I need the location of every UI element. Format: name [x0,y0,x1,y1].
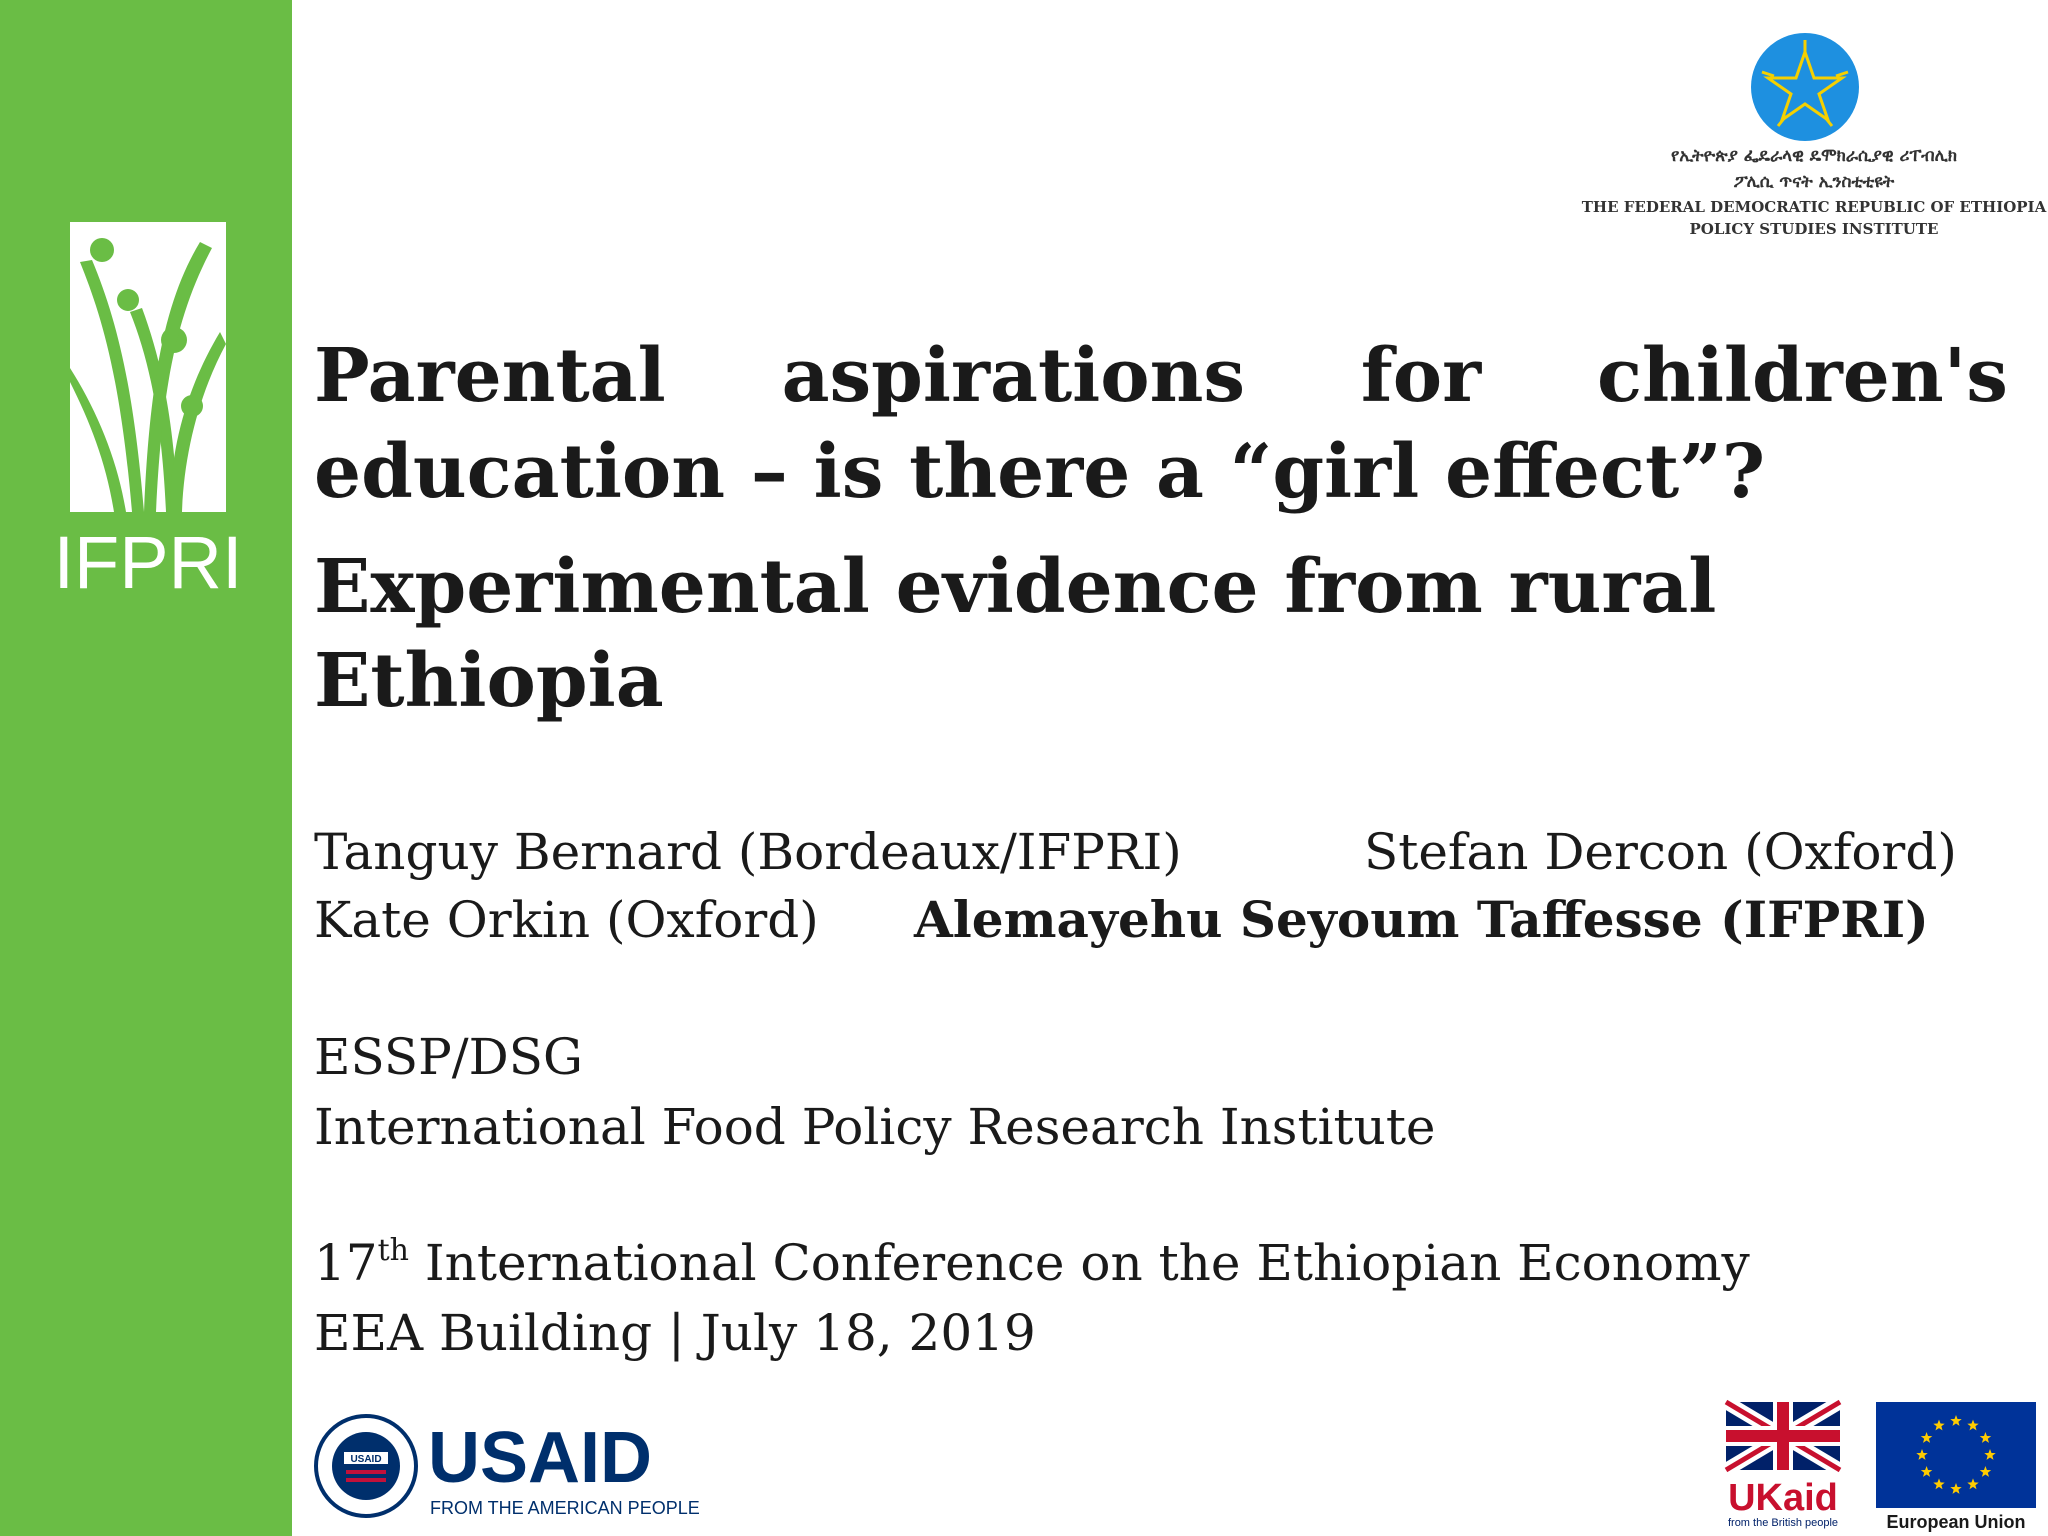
author-list [314,818,1957,954]
title-word: Parental [314,333,666,419]
event-ordinal: 17 [314,1234,378,1292]
psi-english-line2: POLICY STUDIES INSTITUTE [1689,220,1939,238]
usaid-tagline: FROM THE AMERICAN PEOPLE [430,1498,700,1518]
psi-amharic-line2: ፖሊሲ ጥናት ኢንስቲቲዩት [1733,172,1895,192]
psi-amharic-line1: የኢትዮጵያ ፌዴራላዊ ዴሞክራሲያዊ ሪፐብሊክ [1670,146,1958,166]
event-info [314,1228,1750,1368]
ukaid-wordmark: UKaid [1728,1477,1838,1519]
sidebar-band [0,0,292,1536]
author-row [314,818,1957,886]
ifpri-logo [53,222,243,604]
psi-logo [1580,22,2048,262]
eu-logo [1874,1400,2038,1532]
event-name-line [314,1228,1750,1298]
svg-text:USAID: USAID [350,1454,382,1465]
ethiopian-emblem-icon [1750,32,1860,142]
title-line2: education – is there a “girl effect”? [314,429,1766,515]
title-word: for [1360,333,1482,419]
slide-subtitle: Experimental evidence from rural Ethiopia [314,544,1717,724]
ukaid-tagline: from the British people [1727,1517,1839,1529]
psi-english-line1: THE FEDERAL DEMOCRATIC REPUBLIC OF ETHIOPIA [1581,198,2047,216]
title-line1 [314,328,2008,424]
slide-title [314,328,2008,520]
eu-label: European Union [1886,1512,2026,1532]
title-word: children's [1596,333,2008,419]
event-name: International Conference on the Ethiopian Economy [424,1234,1750,1292]
event-venue-date: EEA Building | July 18, 2019 [314,1304,1036,1362]
title-word: aspirations [781,333,1246,419]
ukaid-logo [1724,1400,1842,1532]
author-name: Stefan Dercon (Oxford) [1364,823,1957,881]
affiliation-institute: International Food Policy Research Institute [314,1098,1436,1156]
author-name: Tanguy Bernard (Bordeaux/IFPRI) [314,823,1182,881]
affiliation [314,1022,1436,1162]
author-row [314,886,1929,954]
usaid-logo [314,1410,700,1522]
affiliation-unit: ESSP/DSG [314,1028,583,1086]
author-name: Kate Orkin (Oxford) [314,891,819,949]
presenter-name: Alemayehu Seyoum Taffesse (IFPRI) [914,890,1929,949]
ifpri-wordmark: IFPRI [53,521,243,604]
usaid-wordmark: USAID [428,1418,653,1498]
event-ordinal-suffix: th [377,1233,410,1268]
